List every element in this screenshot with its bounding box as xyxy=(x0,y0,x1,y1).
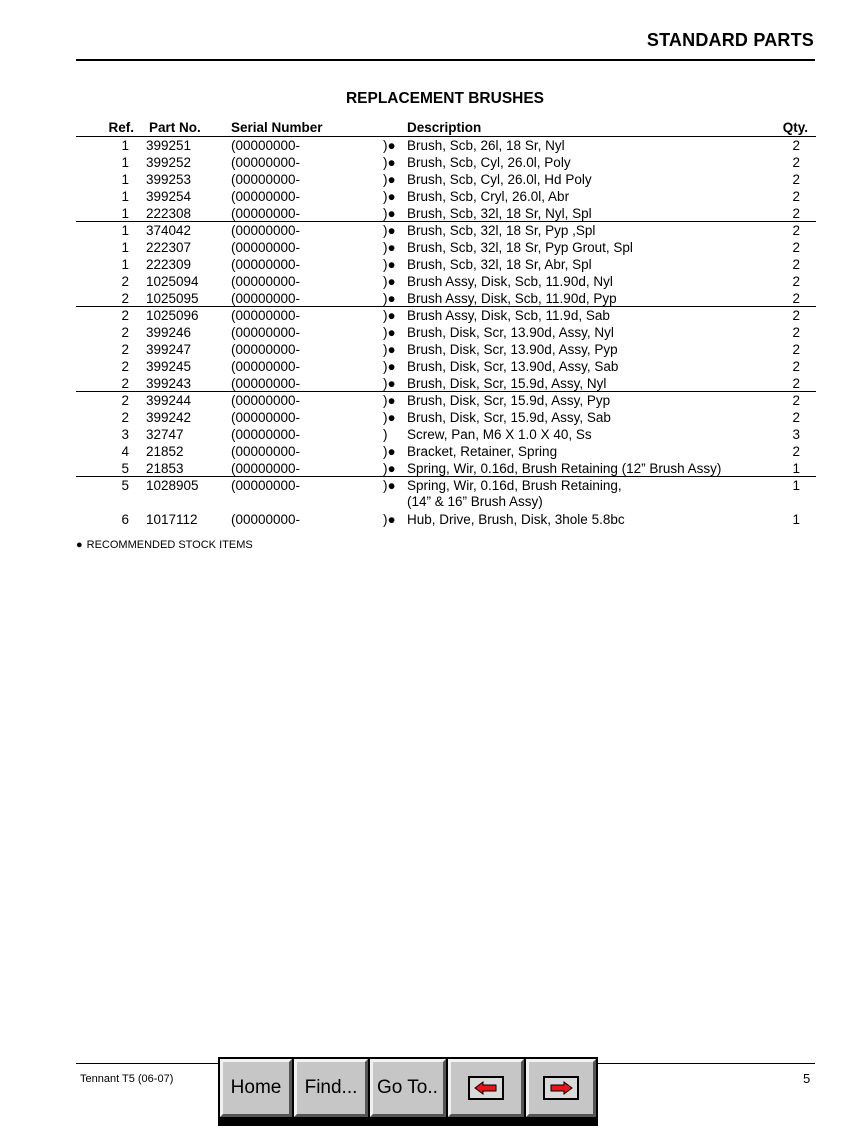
stock-marker-cell: )● xyxy=(383,512,396,527)
description-cell: Brush Assy, Disk, Scb, 11.90d, Nyl xyxy=(407,274,613,289)
part-number-cell: 399247 xyxy=(146,342,192,357)
serial-number-cell: (00000000- xyxy=(231,172,301,187)
stock-marker-cell: )● xyxy=(383,308,396,323)
table-row xyxy=(76,409,816,426)
stock-marker-cell: )● xyxy=(383,274,396,289)
part-number-cell: 32747 xyxy=(146,427,184,442)
qty-cell: 2 xyxy=(792,410,800,425)
part-number-cell: 399254 xyxy=(146,189,192,204)
table-row xyxy=(76,273,816,290)
stock-marker-cell: )● xyxy=(383,410,396,425)
part-number-cell: 21853 xyxy=(146,461,184,476)
column-header-part-no: Part No. xyxy=(149,120,201,135)
bullet-icon: ● xyxy=(76,539,83,551)
table-row xyxy=(76,341,816,358)
serial-number-cell: (00000000- xyxy=(231,410,301,425)
ref-cell: 5 xyxy=(121,478,129,493)
ref-cell: 2 xyxy=(121,410,129,425)
table-header xyxy=(76,119,816,137)
part-number-cell: 399252 xyxy=(146,155,192,170)
description-cell: Bracket, Retainer, Spring xyxy=(407,444,558,459)
part-number-cell: 374042 xyxy=(146,223,192,238)
serial-number-cell: (00000000- xyxy=(231,240,301,255)
table-row xyxy=(76,307,816,324)
ref-cell: 2 xyxy=(121,376,129,391)
qty-cell: 2 xyxy=(792,325,800,340)
stock-marker-cell: )● xyxy=(383,478,396,493)
table-row xyxy=(76,477,816,511)
ref-cell: 2 xyxy=(121,308,129,323)
ref-cell: 2 xyxy=(121,291,129,306)
qty-cell: 2 xyxy=(792,240,800,255)
find-button[interactable]: Find... xyxy=(294,1059,368,1117)
serial-number-cell: (00000000- xyxy=(231,342,301,357)
ref-cell: 1 xyxy=(121,138,129,153)
stock-marker-cell: )● xyxy=(383,240,396,255)
table-row xyxy=(76,375,816,392)
qty-cell: 2 xyxy=(792,257,800,272)
qty-cell: 2 xyxy=(792,155,800,170)
footer-document-id: Tennant T5 (06-07) xyxy=(80,1073,174,1085)
qty-cell: 2 xyxy=(792,206,800,221)
description-cell: Spring, Wir, 0.16d, Brush Retaining, xyxy=(407,478,622,493)
serial-number-cell: (00000000- xyxy=(231,376,301,391)
column-header-serial-number: Serial Number xyxy=(231,120,323,135)
ref-cell: 1 xyxy=(121,206,129,221)
qty-cell: 2 xyxy=(792,308,800,323)
stock-marker-cell: )● xyxy=(383,359,396,374)
serial-number-cell: (00000000- xyxy=(231,189,301,204)
table-row xyxy=(76,205,816,222)
description-cell: Hub, Drive, Brush, Disk, 3hole 5.8bc xyxy=(407,512,625,527)
qty-cell: 2 xyxy=(792,274,800,289)
serial-number-cell: (00000000- xyxy=(231,444,301,459)
part-number-cell: 1025094 xyxy=(146,274,199,289)
home-button[interactable]: Home xyxy=(220,1059,292,1117)
ref-cell: 2 xyxy=(121,342,129,357)
qty-cell: 2 xyxy=(792,376,800,391)
part-number-cell: 399245 xyxy=(146,359,192,374)
stock-marker-cell: )● xyxy=(383,393,396,408)
ref-cell: 1 xyxy=(121,189,129,204)
ref-cell: 4 xyxy=(121,444,129,459)
serial-number-cell: (00000000- xyxy=(231,512,301,527)
description-cell: Brush, Scb, Cryl, 26.0l, Abr xyxy=(407,189,570,204)
stock-marker-cell: )● xyxy=(383,223,396,238)
column-header-ref: Ref. xyxy=(108,120,134,135)
part-number-cell: 1028905 xyxy=(146,478,199,493)
stock-marker-cell: )● xyxy=(383,155,396,170)
right-arrow-icon xyxy=(543,1076,579,1100)
qty-cell: 3 xyxy=(792,427,800,442)
qty-cell: 1 xyxy=(792,478,800,493)
stock-marker-cell: ) xyxy=(383,427,388,442)
ref-cell: 1 xyxy=(121,155,129,170)
header-divider xyxy=(76,59,815,61)
ref-cell: 1 xyxy=(121,257,129,272)
table-row xyxy=(76,511,816,528)
stock-marker-cell: )● xyxy=(383,342,396,357)
qty-cell: 2 xyxy=(792,291,800,306)
table-row xyxy=(76,256,816,273)
stock-marker-cell: )● xyxy=(383,325,396,340)
description-cell: Brush, Disk, Scr, 15.9d, Assy, Nyl xyxy=(407,376,607,391)
qty-cell: 2 xyxy=(792,342,800,357)
description-cell: Brush, Scb, 32l, 18 Sr, Pyp Grout, Spl xyxy=(407,240,633,255)
part-number-cell: 399244 xyxy=(146,393,192,408)
stock-marker-cell: )● xyxy=(383,257,396,272)
page-number: 5 xyxy=(803,1071,811,1086)
description-cell: Brush, Disk, Scr, 13.90d, Assy, Sab xyxy=(407,359,619,374)
description-cell: Spring, Wir, 0.16d, Brush Retaining (12” Brush Assy) xyxy=(407,461,722,476)
serial-number-cell: (00000000- xyxy=(231,138,301,153)
qty-cell: 2 xyxy=(792,189,800,204)
serial-number-cell: (00000000- xyxy=(231,223,301,238)
description-cell: Brush, Scb, Cyl, 26.0l, Hd Poly xyxy=(407,172,592,187)
description-cell: Brush, Scb, 32l, 18 Sr, Nyl, Spl xyxy=(407,206,592,221)
description-cell: Screw, Pan, M6 X 1.0 X 40, Ss xyxy=(407,427,592,442)
stock-marker-cell: )● xyxy=(383,291,396,306)
ref-cell: 2 xyxy=(121,274,129,289)
description-cell: Brush, Disk, Scr, 15.9d, Assy, Pyp xyxy=(407,393,611,408)
ref-cell: 2 xyxy=(121,325,129,340)
column-header-qty: Qty. xyxy=(782,120,808,135)
table-row xyxy=(76,426,816,443)
serial-number-cell: (00000000- xyxy=(231,274,301,289)
description-cell: Brush, Disk, Scr, 13.90d, Assy, Nyl xyxy=(407,325,614,340)
table-body xyxy=(76,137,816,528)
part-number-cell: 399246 xyxy=(146,325,192,340)
serial-number-cell: (00000000- xyxy=(231,478,301,493)
ref-cell: 2 xyxy=(121,359,129,374)
part-number-cell: 399251 xyxy=(146,138,192,153)
ref-cell: 2 xyxy=(121,393,129,408)
ref-cell: 6 xyxy=(121,512,129,527)
serial-number-cell: (00000000- xyxy=(231,308,301,323)
part-number-cell: 1017112 xyxy=(146,512,198,527)
description-cell: Brush, Disk, Scr, 13.90d, Assy, Pyp xyxy=(407,342,618,357)
serial-number-cell: (00000000- xyxy=(231,325,301,340)
description-cell: Brush Assy, Disk, Scb, 11.90d, Pyp xyxy=(407,291,617,306)
serial-number-cell: (00000000- xyxy=(231,257,301,272)
page-header-title: STANDARD PARTS xyxy=(646,30,814,50)
part-number-cell: 399243 xyxy=(146,376,192,391)
part-number-cell: 1025096 xyxy=(146,308,199,323)
qty-cell: 2 xyxy=(792,359,800,374)
stock-marker-cell: )● xyxy=(383,172,396,187)
qty-cell: 1 xyxy=(792,512,800,527)
table-row xyxy=(76,222,816,239)
serial-number-cell: (00000000- xyxy=(231,359,301,374)
stock-marker-cell: )● xyxy=(383,138,396,153)
parts-table xyxy=(76,119,816,528)
stock-marker-cell: )● xyxy=(383,376,396,391)
stock-marker-cell: )● xyxy=(383,444,396,459)
stock-marker-cell: )● xyxy=(383,461,396,476)
description-cell: Brush, Scb, 26l, 18 Sr, Nyl xyxy=(407,138,565,153)
qty-cell: 2 xyxy=(792,393,800,408)
table-row xyxy=(76,358,816,375)
stock-marker-cell: )● xyxy=(383,206,396,221)
description-cell-continued: (14” & 16” Brush Assy) xyxy=(407,494,543,509)
serial-number-cell: (00000000- xyxy=(231,461,301,476)
stock-marker-cell: )● xyxy=(383,189,396,204)
navigation-bar xyxy=(218,1057,598,1126)
table-row xyxy=(76,239,816,256)
qty-cell: 1 xyxy=(792,461,800,476)
table-row xyxy=(76,171,816,188)
left-arrow-icon xyxy=(468,1076,504,1100)
part-number-cell: 222307 xyxy=(146,240,192,255)
table-row xyxy=(76,188,816,205)
ref-cell: 1 xyxy=(121,172,129,187)
table-row xyxy=(76,324,816,341)
table-row xyxy=(76,137,816,154)
serial-number-cell: (00000000- xyxy=(231,155,301,170)
legend xyxy=(76,539,253,551)
previous-page-button[interactable] xyxy=(448,1059,524,1117)
description-cell: Brush, Scb, 32l, 18 Sr, Pyp ,Spl xyxy=(407,223,596,238)
column-header-description: Description xyxy=(407,120,482,135)
part-number-cell: 399242 xyxy=(146,410,192,425)
qty-cell: 2 xyxy=(792,172,800,187)
table-row xyxy=(76,154,816,171)
next-page-button[interactable] xyxy=(526,1059,596,1117)
part-number-cell: 399253 xyxy=(146,172,192,187)
description-cell: Brush, Disk, Scr, 15.9d, Assy, Sab xyxy=(407,410,611,425)
serial-number-cell: (00000000- xyxy=(231,206,301,221)
ref-cell: 1 xyxy=(121,240,129,255)
description-cell: Brush Assy, Disk, Scb, 11.9d, Sab xyxy=(407,308,610,323)
ref-cell: 3 xyxy=(121,427,129,442)
qty-cell: 2 xyxy=(792,444,800,459)
part-number-cell: 21852 xyxy=(146,444,184,459)
description-cell: Brush, Scb, 32l, 18 Sr, Abr, Spl xyxy=(407,257,592,272)
part-number-cell: 222309 xyxy=(146,257,192,272)
part-number-cell: 222308 xyxy=(146,206,192,221)
serial-number-cell: (00000000- xyxy=(231,427,301,442)
part-number-cell: 1025095 xyxy=(146,291,199,306)
table-row xyxy=(76,290,816,307)
table-row xyxy=(76,460,816,477)
section-title: REPLACEMENT BRUSHES xyxy=(345,90,545,107)
table-row xyxy=(76,443,816,460)
ref-cell: 1 xyxy=(121,223,129,238)
serial-number-cell: (00000000- xyxy=(231,291,301,306)
serial-number-cell: (00000000- xyxy=(231,393,301,408)
legend-text: RECOMMENDED STOCK ITEMS xyxy=(86,539,253,551)
goto-button[interactable]: Go To.. xyxy=(370,1059,446,1117)
qty-cell: 2 xyxy=(792,223,800,238)
ref-cell: 5 xyxy=(121,461,129,476)
qty-cell: 2 xyxy=(792,138,800,153)
description-cell: Brush, Scb, Cyl, 26.0l, Poly xyxy=(407,155,571,170)
table-row xyxy=(76,392,816,409)
